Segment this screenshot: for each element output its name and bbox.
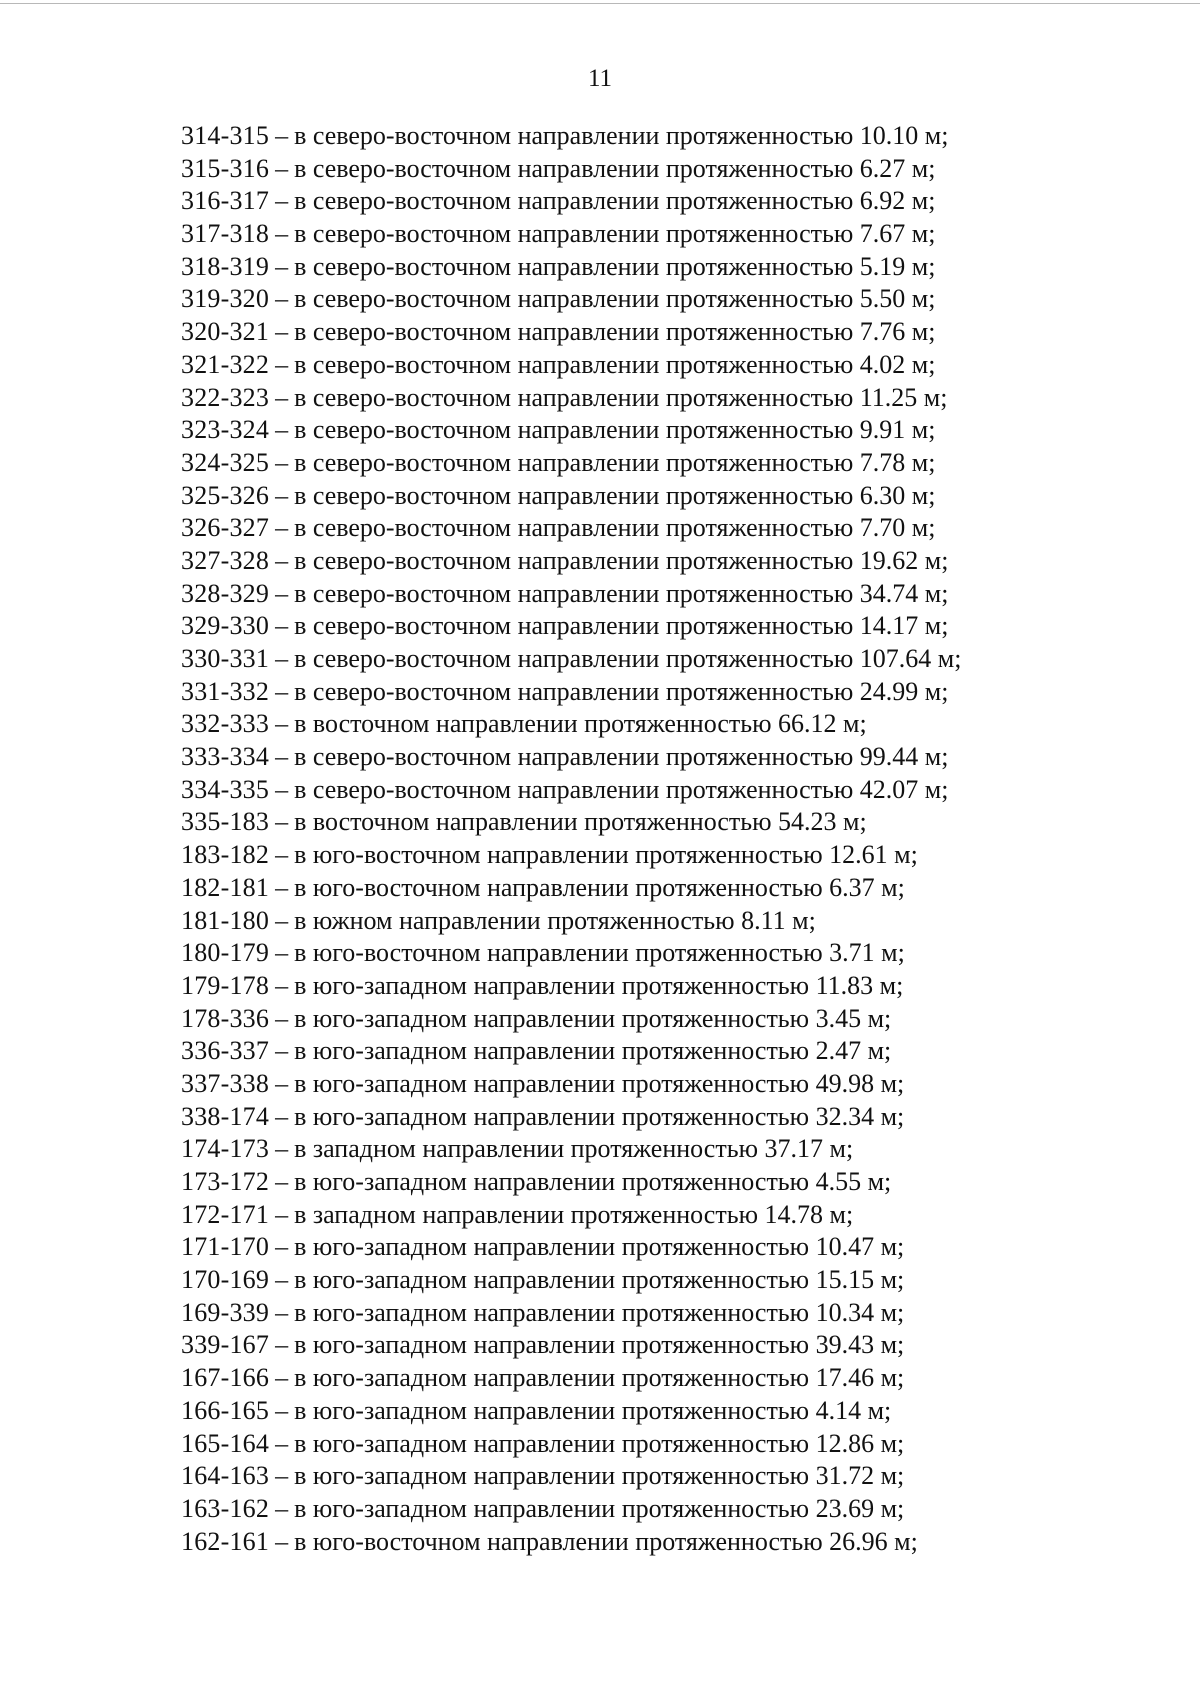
segment-description: в северо-восточном направлении протяженностью 7.78 м; [294,447,936,477]
segment-points: 326-327 [181,513,270,543]
segment-description: в юго-восточном направлении протяженностью 12.61 м; [294,840,918,870]
segment-entry [181,643,961,676]
segment-entry [181,905,961,938]
segment-description: в северо-восточном направлении протяженностью 7.67 м; [294,219,936,249]
segment-entry [181,414,961,447]
dash-separator: – [275,284,289,314]
page-number: 11 [587,65,613,92]
segment-entry [181,774,961,807]
segment-description: в южном направлении протяженностью 8.11 м; [294,905,816,935]
segment-points: 180-179 [181,938,270,968]
segment-entry [181,1264,961,1297]
dash-separator: – [275,1003,289,1033]
top-edge-line [0,3,1200,4]
segment-entry [181,480,961,513]
segment-description: в северо-восточном направлении протяженностью 11.25 м; [294,382,948,412]
segment-points: 339-167 [181,1330,270,1360]
dash-separator: – [275,513,289,543]
segment-description: в юго-западном направлении протяженностью 3.45 м; [294,1003,892,1033]
segment-description: в северо-восточном направлении протяженностью 6.27 м; [294,153,936,183]
segment-points: 332-333 [181,709,270,739]
segment-entry [181,708,961,741]
segment-points: 319-320 [181,284,270,314]
segment-points: 178-336 [181,1003,270,1033]
segment-entry [181,120,961,153]
dash-separator: – [275,1101,289,1131]
segment-entry [181,1460,961,1493]
segment-description: в западном направлении протяженностью 37.17 м; [294,1134,854,1164]
dash-separator: – [275,415,289,445]
segment-entry [181,806,961,839]
dash-separator: – [275,480,289,510]
segment-description: в юго-восточном направлении протяженностью 3.71 м; [294,938,905,968]
segment-points: 318-319 [181,251,270,281]
segment-description: в юго-западном направлении протяженностью 10.47 м; [294,1232,905,1262]
dash-separator: – [275,1461,289,1491]
segment-description: в юго-западном направлении протяженностью 31.72 м; [294,1461,905,1491]
dash-separator: – [275,1297,289,1327]
dash-separator: – [275,1493,289,1523]
segment-points: 172-171 [181,1199,270,1229]
segment-entry [181,218,961,251]
dash-separator: – [275,905,289,935]
segment-description: в юго-западном направлении протяженностью 49.98 м; [294,1068,905,1098]
dash-separator: – [275,840,289,870]
segment-points: 330-331 [181,644,270,673]
segment-points: 316-317 [181,186,270,216]
segment-entry [181,1395,961,1428]
segment-points: 336-337 [181,1036,270,1066]
segment-entry [181,1428,961,1461]
segment-entry [181,1329,961,1362]
segment-description: в северо-восточном направлении протяженностью 6.30 м; [294,480,936,510]
segment-points: 331-332 [181,676,270,706]
segment-points: 314-315 [181,121,270,150]
dash-separator: – [275,1167,289,1196]
segment-entry [181,937,961,970]
dash-separator: – [275,1363,289,1393]
segment-entry [181,1199,961,1232]
dash-separator: – [275,153,289,183]
segment-entry [181,251,961,284]
segment-points: 323-324 [181,415,270,445]
dash-separator: – [275,1395,289,1425]
boundary-segment-list [181,120,961,1558]
dash-separator: – [275,1265,289,1295]
segment-points: 321-322 [181,349,270,379]
segment-description: в северо-восточном направлении протяженностью 4.02 м; [294,349,936,379]
dash-separator: – [275,938,289,968]
segment-description: в юго-западном направлении протяженностью 39.43 м; [294,1330,905,1360]
segment-entry [181,1297,961,1330]
segment-entry [181,349,961,382]
segment-entry [181,316,961,349]
segment-entry [181,578,961,611]
segment-entry [181,1362,961,1395]
segment-points: 325-326 [181,480,270,510]
dash-separator: – [275,1526,289,1556]
segment-description: в юго-западном направлении протяженностью 23.69 м; [294,1493,905,1523]
dash-separator: – [275,349,289,379]
segment-description: в северо-восточном направлении протяженностью 7.70 м; [294,513,936,543]
segment-description: в юго-восточном направлении протяженностью 6.37 м; [294,872,905,902]
segment-points: 173-172 [181,1167,270,1196]
segment-description: в северо-восточном направлении протяженностью 34.74 м; [294,578,949,608]
segment-points: 317-318 [181,219,270,249]
segment-points: 171-170 [181,1232,270,1262]
dash-separator: – [275,545,289,575]
segment-points: 335-183 [181,807,270,837]
segment-description: в северо-восточном направлении протяженностью 9.91 м; [294,415,936,445]
segment-points: 334-335 [181,774,270,804]
segment-points: 167-166 [181,1363,270,1393]
dash-separator: – [275,774,289,804]
segment-entry [181,447,961,480]
segment-points: 182-181 [181,872,270,902]
segment-entry [181,872,961,905]
segment-description: в восточном направлении протяженностью 66.12 м; [294,709,867,739]
segment-points: 324-325 [181,447,270,477]
segment-description: в юго-западном направлении протяженностью 4.55 м; [294,1167,892,1196]
segment-description: в юго-западном направлении протяженностью 4.14 м; [294,1395,892,1425]
dash-separator: – [275,742,289,772]
segment-points: 162-161 [181,1526,270,1556]
segment-points: 169-339 [181,1297,270,1327]
segment-points: 329-330 [181,611,270,641]
segment-description: в северо-восточном направлении протяженностью 10.10 м; [294,121,949,150]
segment-entry [181,1101,961,1134]
segment-entry [181,610,961,643]
segment-entry [181,382,961,415]
segment-entry [181,1035,961,1068]
dash-separator: – [275,317,289,347]
segment-points: 170-169 [181,1265,270,1295]
segment-description: в северо-восточном направлении протяженностью 5.19 м; [294,251,936,281]
segment-entry [181,1493,961,1526]
segment-description: в северо-восточном направлении протяженностью 107.64 м; [294,644,962,673]
segment-description: в восточном направлении протяженностью 54.23 м; [294,807,867,837]
segment-points: 163-162 [181,1493,270,1523]
segment-description: в юго-западном направлении протяженностью 32.34 м; [294,1101,905,1131]
dash-separator: – [275,644,289,673]
segment-entry [181,1526,961,1559]
segment-points: 183-182 [181,840,270,870]
dash-separator: – [275,578,289,608]
dash-separator: – [275,447,289,477]
segment-points: 327-328 [181,545,270,575]
segment-entry [181,1133,961,1166]
segment-description: в северо-восточном направлении протяженностью 24.99 м; [294,676,949,706]
segment-entry [181,741,961,774]
segment-description: в юго-восточном направлении протяженностью 26.96 м; [294,1526,918,1556]
segment-entry [181,676,961,709]
dash-separator: – [275,676,289,706]
dash-separator: – [275,186,289,216]
segment-description: в северо-восточном направлении протяженностью 19.62 м; [294,545,949,575]
dash-separator: – [275,382,289,412]
dash-separator: – [275,709,289,739]
dash-separator: – [275,872,289,902]
segment-points: 179-178 [181,970,270,1000]
segment-entry [181,1068,961,1101]
dash-separator: – [275,807,289,837]
dash-separator: – [275,1036,289,1066]
segment-description: в юго-западном направлении протяженностью 10.34 м; [294,1297,905,1327]
dash-separator: – [275,1199,289,1229]
segment-entry [181,545,961,578]
dash-separator: – [275,251,289,281]
segment-description: в юго-западном направлении протяженностью 17.46 м; [294,1363,905,1393]
segment-points: 315-316 [181,153,270,183]
segment-entry [181,1166,961,1199]
segment-description: в северо-восточном направлении протяженностью 6.92 м; [294,186,936,216]
segment-entry [181,512,961,545]
dash-separator: – [275,1330,289,1360]
segment-description: в западном направлении протяженностью 14.78 м; [294,1199,854,1229]
segment-points: 174-173 [181,1134,270,1164]
segment-points: 333-334 [181,742,270,772]
segment-points: 322-323 [181,382,270,412]
segment-points: 164-163 [181,1461,270,1491]
segment-description: в юго-западном направлении протяженностью 12.86 м; [294,1428,905,1458]
segment-description: в юго-западном направлении протяженностью 11.83 м; [294,970,904,1000]
segment-entry [181,970,961,1003]
segment-description: в северо-восточном направлении протяженностью 42.07 м; [294,774,949,804]
dash-separator: – [275,1232,289,1262]
segment-entry [181,185,961,218]
segment-points: 165-164 [181,1428,270,1458]
segment-description: в северо-восточном направлении протяженностью 5.50 м; [294,284,936,314]
segment-entry [181,1003,961,1036]
segment-entry [181,839,961,872]
segment-points: 166-165 [181,1395,270,1425]
segment-description: в северо-восточном направлении протяженностью 7.76 м; [294,317,936,347]
segment-entry [181,1231,961,1264]
segment-description: в юго-западном направлении протяженностью 2.47 м; [294,1036,892,1066]
segment-description: в юго-западном направлении протяженностью 15.15 м; [294,1265,905,1295]
segment-entry [181,283,961,316]
segment-description: в северо-восточном направлении протяженностью 99.44 м; [294,742,949,772]
dash-separator: – [275,219,289,249]
dash-separator: – [275,611,289,641]
dash-separator: – [275,970,289,1000]
dash-separator: – [275,1428,289,1458]
segment-points: 338-174 [181,1101,270,1131]
segment-points: 181-180 [181,905,270,935]
segment-description: в северо-восточном направлении протяженностью 14.17 м; [294,611,949,641]
dash-separator: – [275,1068,289,1098]
segment-entry [181,153,961,186]
segment-points: 320-321 [181,317,270,347]
dash-separator: – [275,1134,289,1164]
segment-points: 337-338 [181,1068,270,1098]
dash-separator: – [275,121,289,150]
segment-points: 328-329 [181,578,270,608]
